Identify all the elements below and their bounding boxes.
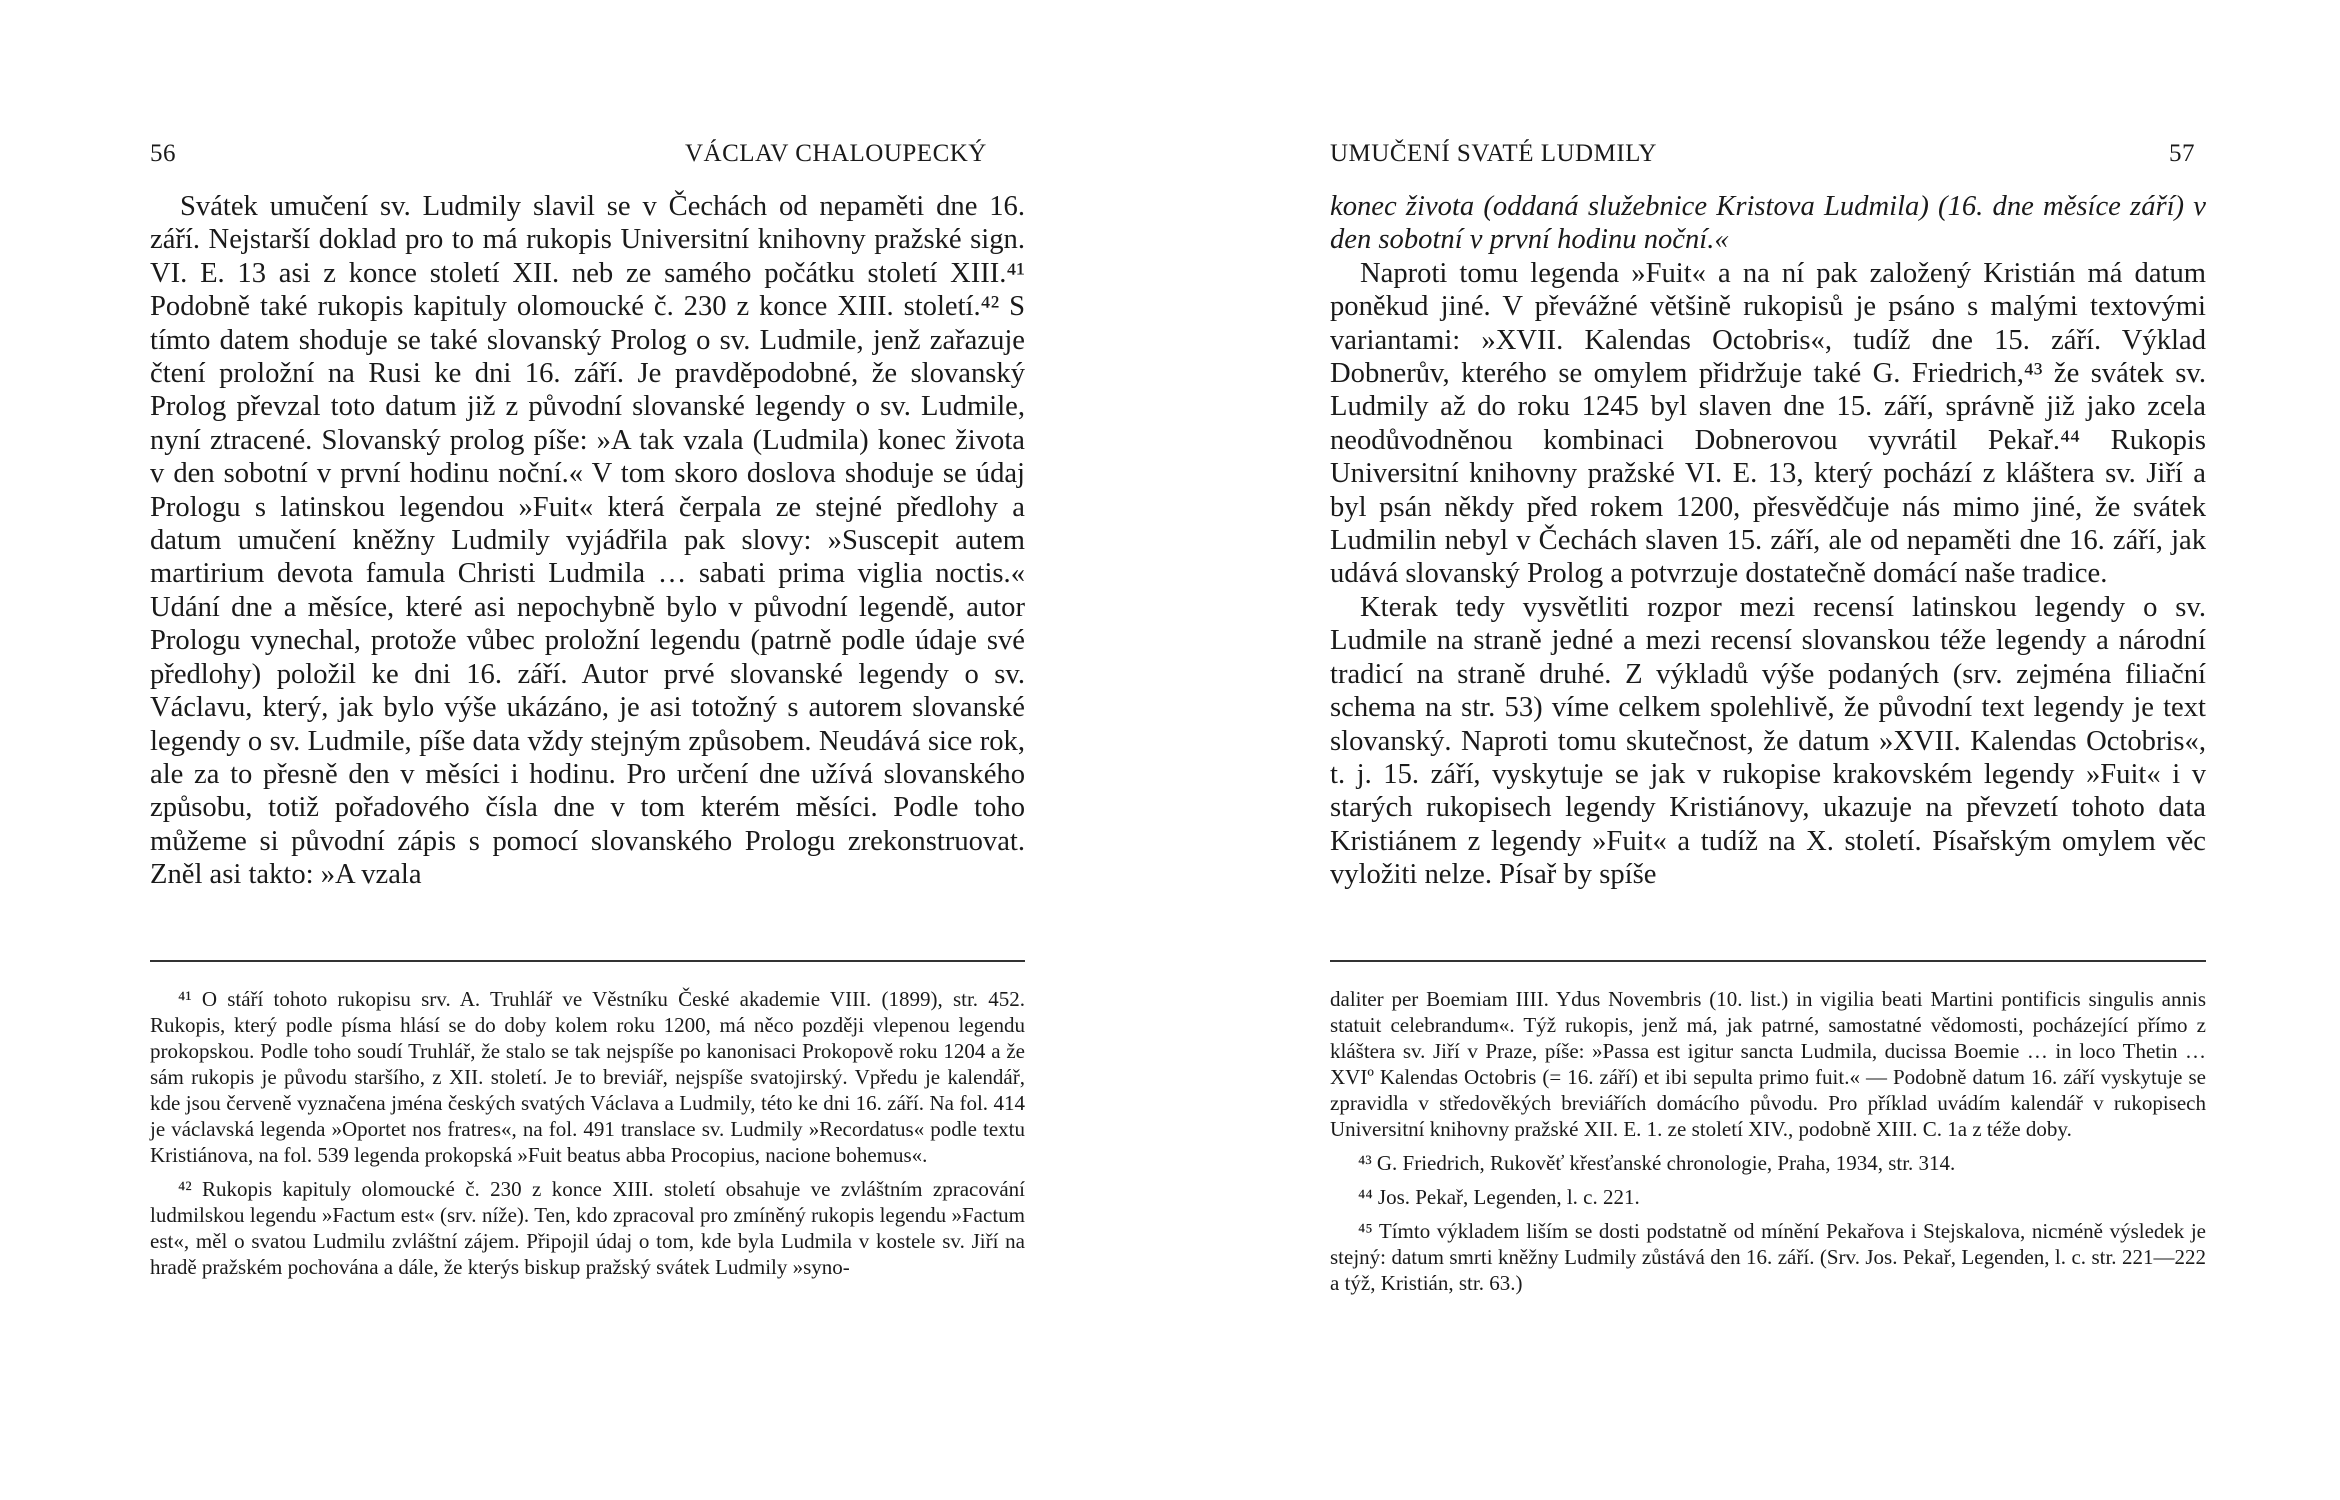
right-page — [1170, 0, 2340, 1500]
footnote-rule — [150, 960, 1025, 962]
running-title: VÁCLAV CHALOUPECKÝ — [685, 140, 987, 167]
footnote-rule — [1330, 960, 2206, 962]
footnote-41: ⁴¹ O stáří tohoto rukopisu srv. A. Truhlář ve Věstníku České akademie VIII. (1899), str. 452. Rukopis, který podle písma hlásí se do doby kolem roku 1200, má něco později vlepenou legendu prokopskou. Podle toho soudí Truhlář, že stalo se tak nejspíše po kanonisaci Prokopově roku 1204 a že sám rukopis je původu staršího, z XII. století. Je to breviář, nejspíše svatojirský. Vpředu je kalendář, kde jsou červeně vyznačena jména českých svatých Václava a Ludmily, této ke dni 16. září. Na fol. 414 je václavská legenda »Oportet nos fratres«, na fol. 491 translace sv. Ludmily »Recordatus« podle textu Kristiánova, na fol. 539 legenda prokopská »Fuit beatus abba Procopius, nacione bohemus«. — [150, 987, 1025, 1167]
paragraph-continued: konec života (oddaná služebnice Kristova Ludmila) (16. dne měsíce září) v den sobotní v první hodinu noční.« — [1330, 191, 2206, 256]
footnote-42-continued: daliter per Boemiam IIII. Ydus Novembris (10. list.) in vigilia beati Martini pontificis singulis annis statuit celebrandum«. Týž rukopis, jenž má, jak patrné, samostatné vědomosti, pocházející přímo z kláštera sv. Jiří v Praze, píše: »Passa est igitur sancta Ludmila, ducissa Boemie … in loco Thetin … XVIº Kalendas Octobris (= 16. září) et ibi sepulta primo fuit.« — Podobně datum 16. září vyskytuje se zpravidla v středověkých breviářích domácího původu. Pro příklad uvádím kalendář v rukopisech Universitní knihovny pražské XII. E. 1. ze století XIV., podobně XIII. C. 1a z téže doby. — [1330, 987, 2206, 1141]
footnotes — [1330, 986, 2206, 1302]
page-number: 57 — [2169, 140, 2195, 167]
paragraph: Kterak tedy vysvětliti rozpor mezi recensí latinskou legendy o sv. Ludmile na straně jedné a mezi recensí slovanskou téže legendy a národní tradicí na straně druhé. Z výkladů výše podaných (srv. zejména filiační schema na str. 53) víme celkem spolehlivě, že původní text legendy je text slovanský. Naproti tomu skutečnost, že datum »XVII. Kalendas Octobris«, t. j. 15. září, vyskytuje se jak v rukopise krakovském legendy »Fuit« i v starých rukopisech legendy Kristiánovy, ukazuje na převzetí tohoto data Kristiánem z legendy »Fuit« a tudíž na X. století. Písařským omylem věc vyložiti nelze. Písař by spíše — [1330, 591, 2206, 891]
footnote-42: ⁴² Rukopis kapituly olomoucké č. 230 z konce XIII. století obsahuje ve zvláštním zpracování ludmilskou legendu »Factum est« (srv. níže). Ten, kdo zpracoval pro zmíněný rukopis legendu »Factum est«, měl o svatou Ludmilu zvláštní zájem. Připojil údaj o tom, kde byla Ludmila v kostele sv. Jiří na hradě pražském pochována a dále, že kterýs biskup pražský svátek Ludmily »syno- — [150, 1177, 1025, 1279]
running-title: UMUČENÍ SVATÉ LUDMILY — [1330, 140, 1657, 167]
footnote-45: ⁴⁵ Tímto výkladem liším se dosti podstatně od mínění Pekařova i Stejskalova, nicméně výsledek je stejný: datum smrti kněžny Ludmily zůstává den 16. září. (Srv. Jos. Pekař, Legenden, l. c. str. 221—222 a týž, Kristián, str. 63.) — [1330, 1219, 2206, 1295]
footnote-44: ⁴⁴ Jos. Pekař, Legenden, l. c. 221. — [1358, 1185, 1640, 1209]
footnotes — [150, 986, 1025, 1286]
footnote-43: ⁴³ G. Friedrich, Rukověť křesťanské chronologie, Praha, 1934, str. 314. — [1358, 1151, 1956, 1175]
main-text — [150, 190, 1025, 892]
page-number: 56 — [150, 140, 176, 167]
paragraph: Svátek umučení sv. Ludmily slavil se v Čechách od nepaměti dne 16. září. Nejstarší doklad pro to má rukopis Universitní knihovny pražské sign. VI. E. 13 asi z konce století XII. neb ze samého počátku století XIII.⁴¹ Podobně také rukopis kapituly olomoucké č. 230 z konce XIII. století.⁴² S tímto datem shoduje se také slovanský Prolog o sv. Ludmile, jenž zařazuje čtení proložní na Rusi ke dni 16. září. Je pravděpodobné, že slovanský Prolog převzal toto datum již z původní slovanské legendy o sv. Ludmile, nyní ztracené. Slovanský prolog píše: »A tak vzala (Ludmila) konec života v den sobotní v první hodinu noční.« V tom skoro doslova shoduje se údaj Prologu s latinskou legendou »Fuit« která čerpala ze stejné předlohy a datum umučení kněžny Ludmily vyjádřila pak slovy: »Suscepit autem martirium devota famula Christi Ludmila … sabati prima viglia noctis.« Udání dne a měsíce, které asi nepochybně bylo v původní legendě, autor Prologu vynechal, protože vůbec proložní legendu (patrně podle údaje své předlohy) položil ke dni 16. září. Autor prvé slovanské legendy o sv. Václavu, který, jak bylo výše ukázáno, je asi totožný s autorem slovanské legendy o sv. Ludmile, píše data vždy stejným způsobem. Neudává sice rok, ale za to přesně den v měsíci i hodinu. Pro určení dne užívá slovanského způsobu, totiž pořadového čísla dne v tom kterém měsíci. Podle toho můžeme si původní zápis s pomocí slovanského Prologu zrekonstruovat. Zněl asi takto: »A vzala — [150, 191, 1025, 891]
paragraph: Naproti tomu legenda »Fuit« a na ní pak založený Kristián má datum poněkud jiné. V převážné většině rukopisů je psáno s malými textovými variantami: »XVII. Kalendas Octobris«, tudíž dne 15. září. Výklad Dobnerův, kterého se omylem přidržuje také G. Friedrich,⁴³ že svátek sv. Ludmily až do roku 1245 byl slaven dne 15. září, správně již jako zcela neodůvodněnou kombinaci Dobnerovou vyvrátil Pekař.⁴⁴ Rukopis Universitní knihovny pražské VI. E. 13, který pochází z kláštera sv. Jiří a byl psán někdy před rokem 1200, přesvědčuje nás mimo jiné, že svátek Ludmilin nebyl v Čechách slaven 15. září, ale od nepaměti dne 16. září, jak udává slovanský Prolog a potvrzuje dostatečně domácí naše tradice. — [1330, 257, 2206, 590]
main-text — [1330, 190, 2206, 892]
